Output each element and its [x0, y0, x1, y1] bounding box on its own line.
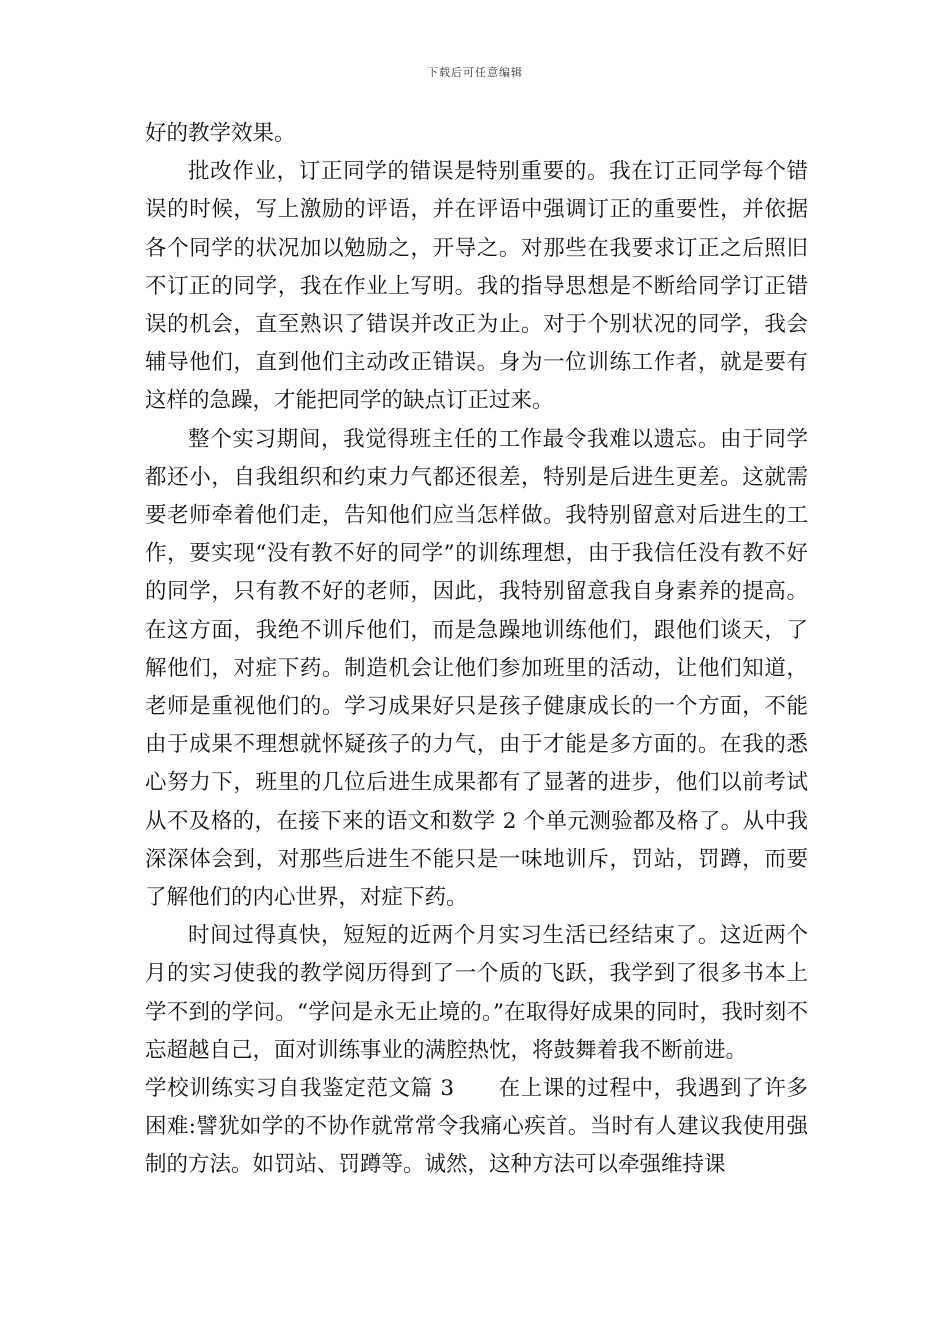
- section-heading: 学校训练实习自我鉴定范文篇 3: [145, 1076, 454, 1102]
- page-header-note: 下载后可任意编辑: [427, 66, 523, 79]
- paragraph-continuation: 好的教学效果。: [145, 121, 296, 146]
- paragraph-section-3: [145, 1070, 808, 1185]
- paragraph-homework-correction: 批改作业，订正同学的错误是特别重要的。我在订正同学每个错误的时候，写上激励的评语，并在评语中强调订正的重要性，并依据各个同学的状况加以勉励之，开导之。对那些在我要求订正之后照旧不订正的同学，我在作业上写明。我的指导思想是不断给同学订正错误的机会，直至熟识了错误并改正为止。对于个别状况的同学，我会辅导他们，直到他们主动改正错误。身为一位训练工作者，就是要有这样的急躁，才能把同学的缺点订正过来。: [145, 159, 808, 414]
- paragraph-internship-summary: 时间过得真快，短短的近两个月实习生活已经结束了。这近两个月的实习使我的教学阅历得到了一个质的飞跃，我学到了很多书本上学不到的学问。“学问是永无止境的。”在取得好成果的同时，我时刻不忘超越自己，面对训练事业的满腔热忱，将鼓舞着我不断前进。: [145, 923, 808, 1063]
- document-body: [145, 115, 808, 1185]
- paragraph-class-teacher-work: 整个实习期间，我觉得班主任的工作最令我难以遗忘。由于同学都还小，自我组织和约束力气都还很差，特别是后进生更差。这就需要老师牵着他们走，告知他们应当怎样做。我特别留意对后进生的工作，要实现“没有教不好的同学”的训练理想，由于我信任没有教不好的同学，只有教不好的老师，因此，我特别留意我自身素养的提高。在这方面，我绝不训斥他们，而是急躁地训练他们，跟他们谈天，了解他们，对症下药。制造机会让他们参加班里的活动，让他们知道，老师是重视他们的。学习成果好只是孩子健康成长的一个方面，不能由于成果不理想就怀疑孩子的力气，由于才能是多方面的。在我的悉心努力下，班里的几位后进生成果都有了显著的进步，他们以前考试从不及格的，在接下来的语文和数学 2 个单元测验都及格了。从中我深深体会到，对那些后进生不能只是一味地训斥，罚站，罚蹲，而要了解他们的内心世界，对症下药。: [145, 426, 808, 911]
- section-3-text: 在上课的过程中，我遇到了许多困难:譬犹如学的不协作就常常令我痛心疾首。当时有人建议我使用强制的方法。如罚站、罚蹲等。诚然，这种方法可以牵强维持课: [145, 1076, 808, 1178]
